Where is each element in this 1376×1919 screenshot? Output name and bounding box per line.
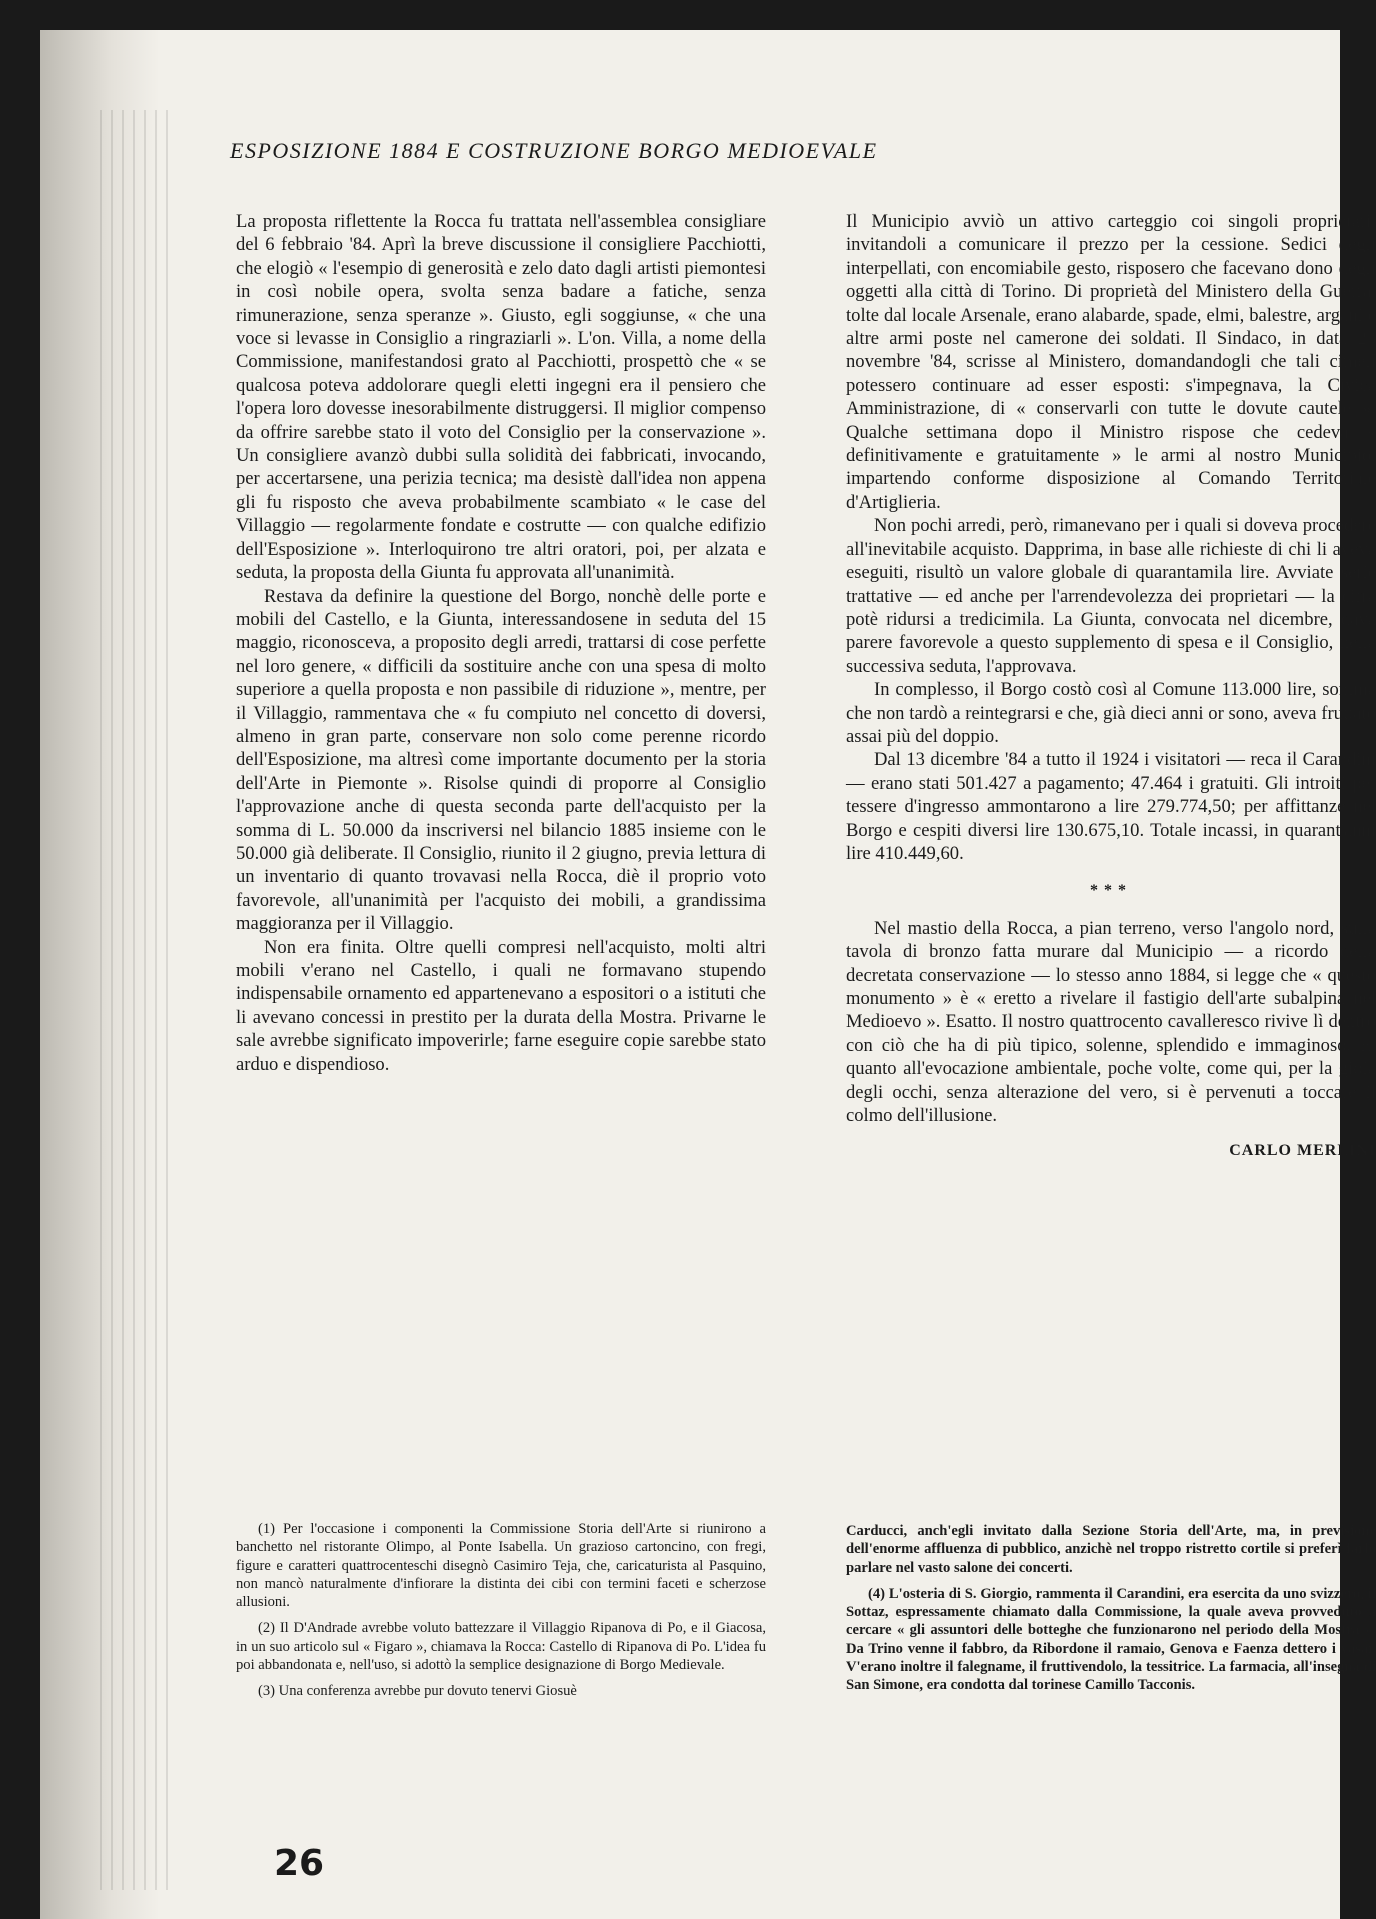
footnote: (4) L'osteria di S. Giorgio, rammenta il Carandini, era esercita da uno svizzero, il Sottaz, espressamente chiamato dalla Commissione, la quale aveva provveduto a cercare « gli assuntori delle botteghe che funzionarono nel periodo della Mostra ». Da Trino venne il fabbro, da Ribordone il ramaio, Genova e Faenza dettero i vasai. V'erano inoltre il falegname, il fruttivendolo, la tessitrice. La farmacia, all'insegna di San Simone, era condotta dal torinese Camillo Tacconis. xyxy=(846,1585,1376,1694)
paragraph: Non pochi arredi, però, rimanevano per i quali si doveva procedere all'inevitabile acquisto. Dapprima, in base alle richieste di chi li aveva eseguiti, risultò un valore globale di quarantamila lire. Avviate serie trattative — ed anche per l'arrendevolezza dei proprietari — la cifra potè ridursi a tredicimila. La Giunta, convocata nel dicembre, dava parere favorevole a questo supplemento di spesa e il Consiglio, nella successiva seduta, l'approvava. xyxy=(846,515,1376,677)
book-page xyxy=(40,30,1376,1919)
page-number: 26 xyxy=(274,1843,325,1884)
right-column xyxy=(846,210,1376,1163)
footnotes-right xyxy=(846,1522,1376,1703)
author-signature: CARLO MERLINI xyxy=(1229,1142,1376,1160)
paragraph: In complesso, il Borgo costò così al Comune 113.000 lire, somma che non tardò a reintegrarsi e che, già dieci anni or sono, aveva fruttato assai più del doppio. xyxy=(846,679,1376,747)
paragraph: Nel mastio della Rocca, a pian terreno, verso l'angolo nord, sulla tavola di bronzo fatta murare dal Municipio — a ricordo della decretata conservazione — lo stesso anno 1884, si legge che « questo monumento » è « eretto a rivelare il fastigio dell'arte subalpina nel Medioevo ». Esatto. Il nostro quattrocento cavalleresco rivive lì dentro con ciò che ha di più tipico, solenne, splendido e immaginoso. E, quanto all'evocazione ambientale, poche volte, come qui, per la gioia degli occhi, senza alterazione del vero, si è pervenuti a toccare il colmo dell'illusione. xyxy=(846,917,1376,1127)
paragraph: Il Municipio avviò un attivo carteggio coi singoli proprietari, invitandoli a comunicare il prezzo per la cessione. Sedici degli interpellati, con encomiabile gesto, risposero che facevano dono degli oggetti alla città di Torino. Di proprietà del Ministero della Guerra, tolte dal locale Arsenale, erano alabarde, spade, elmi, balestre, argani e altre armi poste nel camerone dei soldati. Il Sindaco, in data 23 novembre '84, scrisse al Ministero, domandandogli che tali cimelî potessero continuare ad esser esposti: s'impegnava, la Civica Amministrazione, di « conservarli con tutte le dovute cautele ». Qualche settimana dopo il Ministro rispose che cedeva « definitivamente e gratuitamente » le armi al nostro Municipio, impartendo conforme disposizione al Comando Territoriale d'Artiglieria. xyxy=(846,211,1376,513)
paragraph: La proposta riflettente la Rocca fu trattata nell'assemblea consigliare del 6 febbraio '84. Aprì la breve discussione il consigliere Pacchiotti, che elogiò « l'esempio di generosità e zelo dato dagli artisti piemontesi in così nobile opera, svolta senza badare a fatiche, senza rimunerazione, senza speranze ». Giusto, egli soggiunse, « che una voce si levasse in Consiglio a ringraziarli ». L'on. Villa, a nome della Commissione, manifestandosi grato al Pacchiotti, prospettò che « se qualcosa poteva addolorare quegli eletti ingegni era il pensiero che l'opera loro dovesse inesorabilmente distruggersi. Il miglior compenso da offrire sarebbe stato il voto del Consiglio per la conservazione ». Un consigliere avanzò dubbi sulla solidità dei fabbricati, invocando, per accertarsene, una perizia tecnica; ma desistè dall'idea non appena gli fu risposto che aveva probabilmente scambiato « le case del Villaggio — regolarmente fondate e costrutte — con qualche edifizio dell'Esposizione ». Interloquirono tre altri oratori, poi, per alzata e seduta, la proposta della Giunta fu approvata all'unanimità. xyxy=(236,211,766,584)
footnote-continuation: Carducci, anch'egli invitato dalla Sezione Storia dell'Arte, ma, in previsione dell'enorme affluenza di pubblico, anzichè nel troppo ristretto cortile si preferì farlo parlare nel vasto salone dei concerti. xyxy=(846,1523,1376,1576)
running-head: ESPOSIZIONE 1884 E COSTRUZIONE BORGO MEDIOEVALE xyxy=(230,138,878,163)
section-separator: *** xyxy=(1090,882,1132,900)
left-column xyxy=(236,210,766,1076)
footnote: (2) Il D'Andrade avrebbe voluto battezzare il Villaggio Ripanova di Po, e il Giacosa, in un suo articolo sul « Figaro », chiamava la Rocca: Castello di Ripanova di Po. L'idea fu poi abbandonata e, nell'uso, si adottò la semplice designazione di Borgo Medievale. xyxy=(236,1620,766,1674)
binding-edge xyxy=(100,110,170,1890)
footnote: (1) Per l'occasione i componenti la Commissione Storia dell'Arte si riunirono a banchetto nel ristorante Olimpo, al Ponte Isabella. Un grazioso cartoncino, con fregi, figure e caratteri quattrocenteschi disegnò Casimiro Teja, che, caricaturista al Pasquino, non mancò naturalmente d'infiorare la distinta dei cibi con termini faceti e scherzose allusioni. xyxy=(236,1521,766,1611)
paragraph: Dal 13 dicembre '84 a tutto il 1924 i visitatori — reca il Carandini — erano stati 501.427 a pagamento; 47.464 i gratuiti. Gli introiti per tessere d'ingresso ammontarono a lire 279.774,50; per affittanze nel Borgo e cespiti diversi lire 130.675,10. Totale incassi, in quarant'anni lire 410.449,60. xyxy=(846,749,1376,864)
footnote: (3) Una conferenza avrebbe pur dovuto tenervi Giosuè xyxy=(258,1683,577,1700)
paragraph: Non era finita. Oltre quelli compresi nell'acquisto, molti altri mobili v'erano nel Castello, i quali ne formavano stupendo indispensabile ornamento ed appartenevano a espositori o a istituti che li avevano concessi in prestito per la durata della Mostra. Privarne le sale avrebbe significato impoverirle; farne eseguire copie sarebbe stato arduo e dispendioso. xyxy=(236,936,766,1075)
footnotes-left xyxy=(236,1520,766,1709)
paragraph: Restava da definire la questione del Borgo, nonchè delle porte e mobili del Castello, e la Giunta, interessandosene in seduta del 15 maggio, riconosceva, a proposito degli arredi, trattarsi di cose perfette nel loro genere, « difficili da sostituire anche con una spesa di molto superiore a quella proposta e non passibile di riduzione », mentre, per il Villaggio, rammentava che « fu compiuto nel concetto di doversi, almeno in gran parte, conservare non solo come perenne ricordo dell'Esposizione, ma altresì come importante documento per la storia dell'Arte in Piemonte ». Risolse quindi di proporre al Consiglio l'approvazione anche di questa seconda parte dell'acquisto per la somma di L. 50.000 da inscriversi nel bilancio 1885 insieme con le 50.000 già deliberate. Il Consiglio, riunito il 2 giugno, previa lettura di un inventario di quanto trovavasi nella Rocca, diè il proprio voto favorevole, all'unanimità per l'acquisto dei mobili, a grandissima maggioranza per il Villaggio. xyxy=(236,585,766,935)
